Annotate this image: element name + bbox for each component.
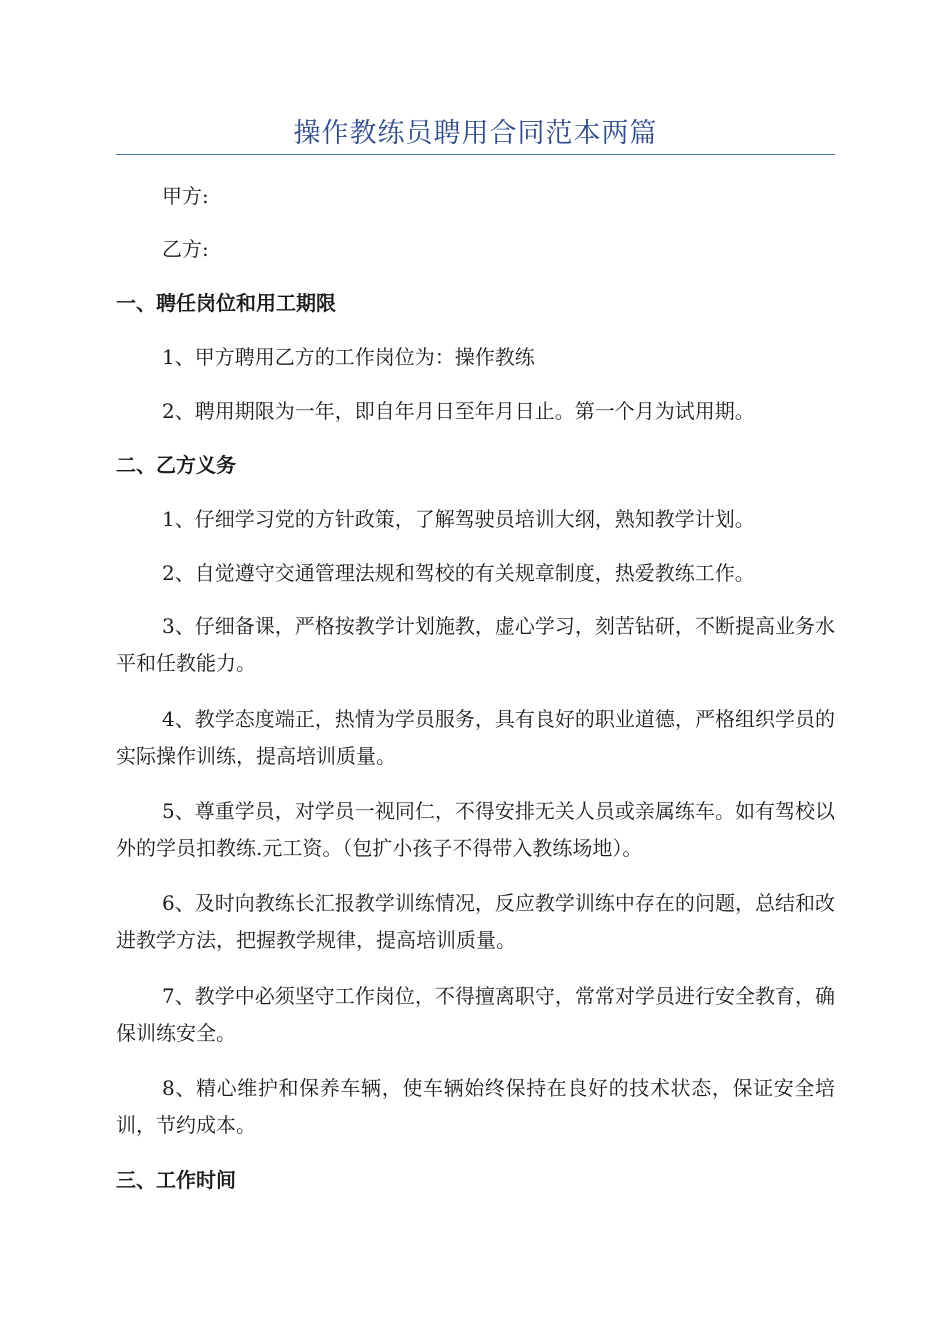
title-underline — [116, 154, 835, 155]
section-2-item-7: 7、教学中必须坚守工作岗位，不得擅离职守，常常对学员进行安全教育，确保训练安全。 — [116, 984, 835, 1045]
section-1-item-1: 1、甲方聘用乙方的工作岗位为：操作教练 — [162, 345, 535, 369]
section-heading-3: 三、工作时间 — [116, 1168, 236, 1192]
party-b-label: 乙方: — [162, 237, 209, 261]
section-2-item-6: 6、及时向教练长汇报教学训练情况，反应教学训练中存在的问题，总结和改进教学方法，把握教学规律，提高培训质量。 — [116, 891, 835, 952]
section-2-item-1: 1、仔细学习党的方针政策，了解驾驶员培训大纲，熟知教学计划。 — [162, 507, 755, 531]
page-title: 操作教练员聘用合同范本两篇 — [293, 118, 658, 149]
section-heading-2: 二、乙方义务 — [116, 453, 236, 477]
party-a-label: 甲方: — [162, 184, 209, 208]
section-2-item-8: 8、精心维护和保养车辆，使车辆始终保持在良好的技术状态，保证安全培训，节约成本。 — [116, 1076, 835, 1137]
section-2-item-4: 4、教学态度端正，热情为学员服务，具有良好的职业道德，严格组织学员的实际操作训练，提高培训质量。 — [116, 707, 835, 768]
section-2-item-3: 3、仔细备课，严格按教学计划施教，虚心学习，刻苦钻研，不断提高业务水平和任教能力。 — [116, 614, 835, 675]
section-1-item-2: 2、聘用期限为一年，即自年月日至年月日止。第一个月为试用期。 — [162, 399, 755, 423]
section-2-item-2: 2、自觉遵守交通管理法规和驾校的有关规章制度，热爱教练工作。 — [162, 561, 755, 585]
section-heading-1: 一、聘任岗位和用工期限 — [116, 291, 336, 315]
section-2-item-5: 5、尊重学员，对学员一视同仁，不得安排无关人员或亲属练车。如有驾校以外的学员扣教练.元工资。（包扩小孩子不得带入教练场地）。 — [116, 799, 835, 860]
